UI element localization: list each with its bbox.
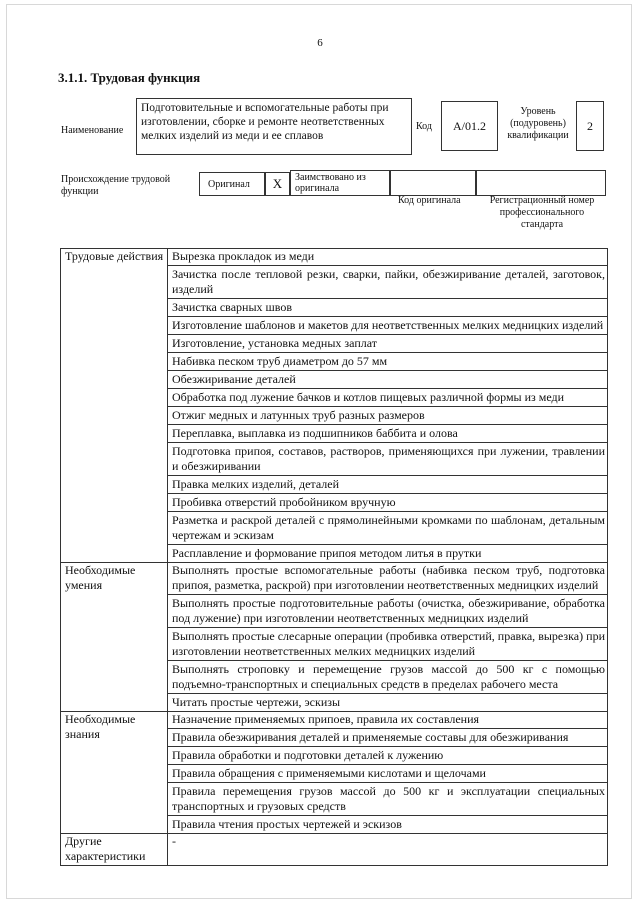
table-row: [61, 834, 608, 866]
item-cell: Набивка песком труб диаметром до 57 мм: [168, 353, 608, 371]
original-cell: Оригинал: [199, 172, 265, 196]
borrowed-cell: Заимствовано из оригинала: [290, 170, 390, 196]
item-cell: Выполнять простые слесарные операции (пробивка отверстий, правка, вырезка) при изготовлении неответственных мелких медницких изделий: [168, 628, 608, 661]
item-cell: Читать простые чертежи, эскизы: [168, 694, 608, 712]
item-cell: Выполнять простые подготовительные работы (очистка, обезжиривание, обработка под лужение) при изготовлении неответственных медницких изделий: [168, 595, 608, 628]
item-cell: Изготовление шаблонов и макетов для неответственных мелких медницких изделий: [168, 317, 608, 335]
item-cell: Правила обезжиривания деталей и применяемые составы для обезжиривания: [168, 729, 608, 747]
origin-label: Происхождение трудовой функции: [61, 174, 171, 197]
original-mark-cell: X: [265, 172, 290, 196]
category-cell: Необходимые знания: [61, 712, 168, 834]
reg-number-cell: [476, 170, 606, 196]
function-details-table: [60, 248, 608, 866]
name-label: Наименование: [61, 125, 124, 136]
item-cell: Правила чтения простых чертежей и эскизов: [168, 816, 608, 834]
page-number: 6: [317, 37, 323, 49]
item-cell: Обработка под лужение бачков и котлов пищевых различной формы из меди: [168, 389, 608, 407]
item-cell: Вырезка прокладок из меди: [168, 249, 608, 266]
table-row: [61, 712, 608, 729]
table-row: [61, 563, 608, 595]
item-cell: Изготовление, установка медных заплат: [168, 335, 608, 353]
item-cell: Пробивка отверстий пробойником вручную: [168, 494, 608, 512]
code-original-cell: [390, 170, 476, 196]
reg-number-label: Регистрационный номер профессионального стандарта: [489, 195, 595, 230]
category-cell: Другие характеристики: [61, 834, 168, 866]
item-cell: Обезжиривание деталей: [168, 371, 608, 389]
item-cell: Расплавление и формование припоя методом литья в прутки: [168, 545, 608, 563]
item-cell: Назначение применяемых припоев, правила их составления: [168, 712, 608, 729]
item-cell: Выполнять строповку и перемещение грузов массой до 500 кг с помощью подъемно-транспортных и специальных средств в пределах рабочего места: [168, 661, 608, 694]
item-cell: Переплавка, выплавка из подшипников баббита и олова: [168, 425, 608, 443]
item-cell: Зачистка после тепловой резки, сварки, пайки, обезжиривание деталей, заготовок, изделий: [168, 266, 608, 299]
item-cell: Зачистка сварных швов: [168, 299, 608, 317]
section-title: 3.1.1. Трудовая функция: [58, 70, 201, 85]
category-cell: Необходимые умения: [61, 563, 168, 712]
item-cell: Правила обращения с применяемыми кислотами и щелочами: [168, 765, 608, 783]
code-value-box: А/01.2: [441, 101, 498, 151]
item-cell: Разметка и раскрой деталей с прямолинейными кромками по шаблонам, детальным чертежам и эскизам: [168, 512, 608, 545]
item-cell: Правила перемещения грузов массой до 500 кг и эксплуатации специальных транспортных и грузовых средств: [168, 783, 608, 816]
item-cell: -: [168, 834, 608, 866]
item-cell: Выполнять простые вспомогательные работы (набивка песком труб, подготовка припоя, разметка, раскрой) при изготовлении неответственных медницких изделий: [168, 563, 608, 595]
function-name-box: Подготовительные и вспомогательные работы при изготовлении, сборке и ремонте неответственных мелких изделий из меди и ее сплавов: [136, 98, 412, 155]
qualification-level-label: Уровень (подуровень) квалификации: [507, 106, 569, 141]
category-cell: Трудовые действия: [61, 249, 168, 563]
item-cell: Правка мелких изделий, деталей: [168, 476, 608, 494]
qualification-level-box: 2: [576, 101, 604, 151]
code-original-label: Код оригинала: [398, 195, 461, 206]
table-row: [61, 249, 608, 266]
code-label: Код: [416, 121, 432, 132]
item-cell: Подготовка припоя, составов, растворов, применяющихся при лужении, травлении и обезжиривании: [168, 443, 608, 476]
item-cell: Отжиг медных и латунных труб разных размеров: [168, 407, 608, 425]
item-cell: Правила обработки и подготовки деталей к лужению: [168, 747, 608, 765]
